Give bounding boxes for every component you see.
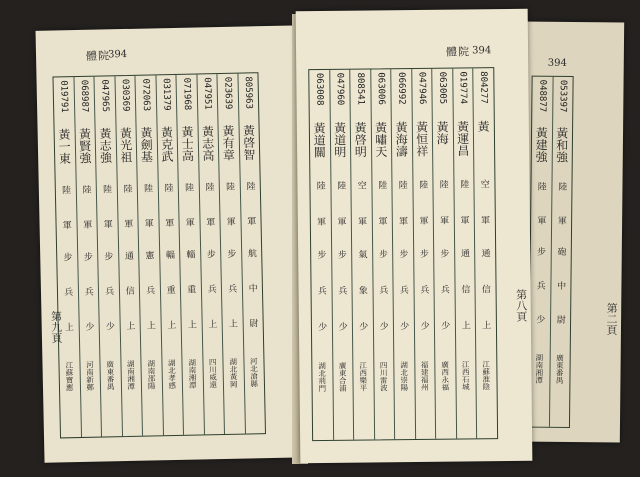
record-branch: 陸 [223, 181, 235, 191]
record-arm: 步 [61, 251, 72, 262]
record-service: 軍 [101, 219, 112, 229]
record-rank-grade: 少 [398, 321, 409, 331]
right-table [308, 67, 497, 441]
record-service: 軍 [142, 218, 153, 228]
record-column [472, 68, 496, 438]
left-page-mark: 第九頁 [49, 310, 64, 344]
record-arm: 步 [397, 248, 408, 258]
record-origin: 湖北崇陽 [399, 361, 409, 392]
record-id: 047946 [416, 71, 427, 105]
record-origin: 四川雷波 [379, 361, 389, 392]
record-id: 063005 [437, 71, 448, 105]
record-branch: 陸 [121, 183, 132, 194]
record-branch: 陸 [182, 182, 194, 192]
record-rank-grade: 上 [144, 320, 156, 330]
record-rank: 兵 [315, 285, 326, 295]
record-arm: 步 [225, 248, 236, 258]
record-arm: 步 [204, 248, 216, 259]
record-id: 066992 [396, 72, 407, 105]
record-id: 031379 [160, 78, 172, 111]
back-page-number: 394 [547, 57, 567, 69]
record-branch: 陸 [314, 180, 325, 190]
record-service: 軍 [335, 216, 346, 226]
record-rank: 重 [185, 284, 196, 294]
record-name: 黃志高 [200, 125, 216, 162]
record-arm: 步 [81, 251, 93, 261]
record-rank: 兵 [226, 283, 237, 293]
record-service: 軍 [163, 218, 174, 228]
record-arm: 航 [245, 248, 257, 258]
record-rank-grade: 上 [124, 321, 135, 331]
record-origin: 湖南湘潭 [534, 353, 544, 384]
record-origin: 湖北荊門 [317, 362, 327, 393]
record-rank: 信 [479, 283, 490, 294]
record-id: 804277 [478, 71, 489, 104]
record-name: 黃一東 [56, 128, 72, 165]
record-name: 黃啓智 [241, 124, 257, 161]
record-rank: 兵 [418, 284, 429, 294]
record-arm: 步 [376, 248, 387, 258]
record-id: 047951 [201, 77, 213, 110]
record-rank: 兵 [205, 284, 216, 294]
record-service: 軍 [376, 216, 387, 226]
record-origin: 湖南湘潭 [187, 358, 198, 390]
record-origin: 江蘇淮陰 [481, 360, 491, 391]
record-rank-grade: 少 [418, 320, 429, 330]
record-rank-grade: 少 [377, 321, 388, 331]
record-origin: 四川威遠 [208, 358, 218, 389]
record-id: 053397 [557, 79, 568, 113]
record-branch: 陸 [396, 179, 407, 189]
record-origin: 河南新鄭 [85, 361, 95, 392]
record-rank-grade: 少 [83, 321, 94, 332]
record-rank-grade: 上 [185, 319, 197, 329]
record-service: 軍 [438, 215, 449, 225]
record-arm: 氣 [356, 249, 367, 259]
record-name: 黃和強 [554, 126, 569, 163]
record-origin: 湖南湘潭 [126, 360, 136, 391]
record-branch: 陸 [100, 184, 112, 194]
record-id: 030369 [119, 78, 131, 112]
record-service: 軍 [356, 216, 367, 226]
record-branch: 陸 [376, 180, 387, 190]
record-origin: 廣東番禺 [555, 353, 565, 384]
record-name: 黃恒祥 [414, 121, 429, 158]
record-arm: 步 [315, 249, 326, 259]
record-branch: 陸 [80, 184, 91, 194]
record-origin: 湖北孝感 [167, 359, 177, 390]
record-arm: 輜 [163, 249, 175, 260]
record-name: 黃克武 [159, 125, 175, 163]
record-rank: 兵 [534, 280, 545, 290]
record-id: 019791 [58, 80, 69, 113]
right-page-number: 394 [472, 45, 492, 57]
record-arm: 步 [102, 251, 113, 261]
record-service: 軍 [417, 215, 428, 225]
record-arm: 輜 [184, 249, 195, 259]
record-name: 黃建強 [533, 126, 549, 163]
back-table [528, 76, 574, 428]
record-name: 黃劍基 [138, 126, 154, 163]
record-id: 063008 [314, 72, 325, 106]
record-branch: 陸 [203, 182, 214, 192]
record-rank-grade: 尉 [554, 315, 565, 325]
record-rank-grade: 上 [226, 318, 238, 329]
record-arm: 砲 [555, 246, 566, 257]
record-arm: 憲 [143, 250, 154, 260]
record-id: 019774 [457, 71, 468, 105]
record-arm: 通 [122, 250, 134, 260]
record-service: 軍 [224, 216, 235, 227]
record-name: 黃光祖 [118, 126, 134, 164]
record-rank: 重 [164, 285, 175, 295]
record-name: 黃運昌 [455, 120, 470, 157]
record-origin: 湖北黃岡 [228, 358, 239, 389]
record-origin: 廣東番禺 [105, 360, 116, 391]
record-rank-grade: 尉 [247, 318, 258, 328]
record-service: 軍 [183, 217, 194, 227]
record-rank: 象 [356, 285, 367, 295]
record-id: 048877 [537, 79, 548, 113]
record-service: 軍 [122, 219, 133, 229]
record-service: 軍 [479, 215, 490, 225]
record-rank-grade: 少 [357, 321, 368, 331]
record-rank: 兵 [82, 286, 93, 296]
left-page-number: 394 [107, 48, 128, 61]
record-rank-grade: 上 [62, 322, 74, 332]
record-name: 黃 [476, 120, 491, 133]
record-branch: 陸 [556, 182, 567, 192]
record-branch: 陸 [335, 180, 346, 190]
record-rank-grade: 少 [316, 321, 327, 331]
left-table [52, 72, 266, 438]
record-service: 軍 [245, 216, 256, 226]
record-id: 063006 [375, 72, 386, 105]
record-rank-grade: 少 [534, 315, 545, 325]
record-id: 071968 [181, 77, 192, 111]
record-rank-grade: 少 [103, 321, 115, 331]
left-page [36, 25, 315, 463]
record-rank: 兵 [397, 284, 408, 294]
record-origin: 江蘇寶應 [64, 361, 75, 392]
record-name: 黃有章 [220, 124, 236, 161]
record-id: 072063 [140, 78, 151, 112]
record-id: 023639 [222, 76, 233, 110]
record-id: 047960 [334, 72, 345, 106]
record-id: 068987 [78, 79, 90, 113]
record-branch: 陸 [535, 181, 546, 191]
record-rank: 信 [123, 285, 134, 296]
record-name: 黃啓明 [353, 121, 368, 158]
record-origin: 江西樂平 [358, 361, 368, 392]
record-rank: 兵 [144, 285, 155, 295]
record-rank: 兵 [103, 286, 114, 296]
record-id: 047965 [99, 79, 110, 113]
record-branch: 陸 [437, 179, 448, 189]
record-arm: 通 [458, 247, 469, 258]
record-rank-grade: 上 [459, 320, 470, 330]
record-rank-grade: 上 [480, 320, 491, 330]
record-name: 黃嘯天 [373, 121, 388, 158]
record-branch: 陸 [162, 183, 173, 193]
record-arm: 步 [438, 248, 449, 258]
record-rank: 信 [459, 284, 470, 294]
record-rank: 兵 [62, 287, 73, 297]
record-name: 黃士高 [179, 125, 195, 162]
record-origin: 河北滄縣 [249, 357, 259, 388]
record-arm: 步 [335, 249, 346, 259]
record-service: 軍 [60, 220, 71, 230]
record-service: 軍 [315, 216, 326, 226]
record-service: 軍 [204, 217, 215, 227]
record-rank-grade: 上 [206, 319, 217, 329]
record-rank: 兵 [336, 285, 347, 295]
record-id: 808541 [355, 72, 366, 106]
record-name: 黃海 [435, 120, 450, 146]
record-name: 黃賢強 [77, 127, 93, 164]
record-origin: 廣西永福 [440, 360, 450, 391]
record-service: 軍 [81, 219, 92, 230]
record-branch: 空 [478, 178, 489, 189]
record-branch: 陸 [458, 179, 469, 189]
record-origin: 江西石城 [461, 360, 471, 391]
record-branch: 空 [355, 180, 366, 190]
record-column [548, 77, 572, 427]
record-rank: 兵 [438, 284, 449, 294]
record-service: 軍 [555, 216, 566, 226]
record-service: 軍 [397, 216, 408, 226]
record-branch: 陸 [244, 181, 255, 191]
record-branch: 陸 [417, 179, 428, 189]
record-arm: 通 [479, 247, 490, 257]
record-rank-grade: 少 [439, 320, 450, 330]
record-id: 805963 [242, 76, 254, 110]
right-page [296, 9, 533, 463]
right-page-mark: 第八頁 [514, 288, 528, 322]
record-branch: 陸 [59, 185, 71, 195]
record-name: 黃道明 [332, 121, 347, 159]
record-branch: 陸 [141, 183, 153, 193]
left-header-tag: 體院 [85, 49, 111, 63]
record-rank: 中 [555, 281, 566, 291]
record-rank-grade: 少 [336, 321, 347, 331]
record-service: 軍 [535, 215, 546, 226]
record-service: 軍 [458, 215, 469, 225]
record-rank: 兵 [377, 285, 388, 295]
record-origin: 福建福州 [420, 360, 430, 392]
record-arm: 步 [417, 248, 428, 258]
record-origin: 湖南邵陽 [146, 359, 157, 390]
record-rank: 中 [246, 283, 257, 293]
right-header-tag: 體院 [446, 45, 471, 59]
record-arm: 步 [534, 246, 546, 256]
record-name: 黃海濤 [394, 121, 409, 158]
record-rank-grade: 上 [165, 320, 176, 330]
back-page-mark: 第二頁 [604, 302, 619, 336]
back-page [518, 21, 624, 442]
record-name: 黃志強 [97, 127, 113, 164]
record-name: 黃道關 [312, 122, 327, 159]
record-origin: 廣東合浦 [338, 361, 348, 392]
